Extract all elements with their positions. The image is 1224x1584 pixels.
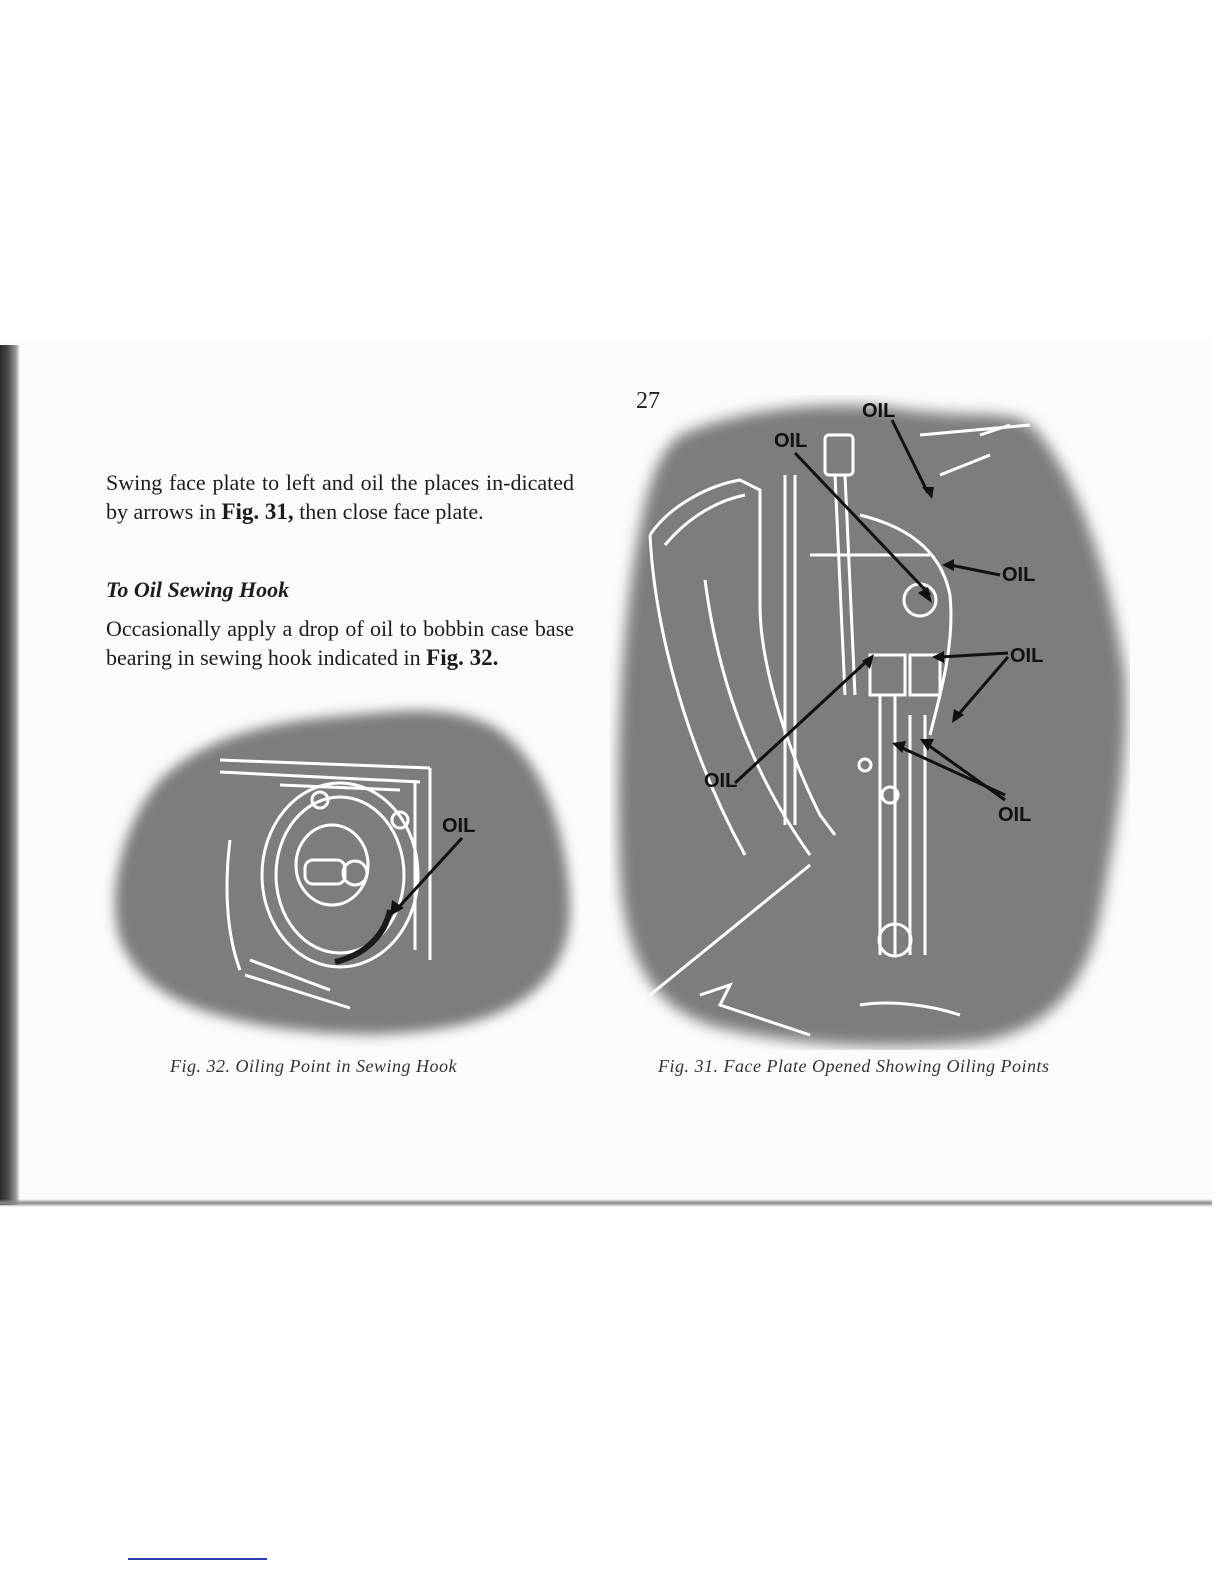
fig32-caption: Fig. 32. Oiling Point in Sewing Hook [170, 1056, 457, 1076]
intro-paragraph [106, 468, 574, 526]
fig32-oil-label: OIL [442, 815, 476, 837]
fig31-oil-label-right-middle: OIL [1010, 645, 1044, 667]
hook-text-part1: Occasionally apply a drop of oil to bobbin case base bearing in sewing hook indicated in [106, 616, 574, 670]
intro-text-part1: Swing face plate to left and oil the places in-dicated by arrows in [106, 470, 574, 524]
fig31-oil-label-lower-right: OIL [998, 804, 1032, 826]
fig31-reference: Fig. 31, [221, 499, 294, 524]
fig31-face-plate-illustration [610, 395, 1130, 1050]
fig31-oil-label-upper-left: OIL [774, 430, 808, 452]
fig32-sewing-hook-illustration [100, 690, 580, 1050]
intro-text-part2: then close face plate. [293, 499, 484, 524]
fig31-gray-backdrop [618, 405, 1126, 1046]
page-number: 27 [636, 388, 660, 414]
fig31-oil-label-lower-left: OIL [704, 770, 738, 792]
binding-edge [0, 345, 20, 1205]
fig31-oil-label-right-upper: OIL [1002, 564, 1036, 586]
page-bottom-edge [0, 1199, 1212, 1207]
fig31-caption: Fig. 31. Face Plate Opened Showing Oiling Points [658, 1056, 1050, 1076]
bottom-blue-line [128, 1558, 267, 1560]
sewing-hook-paragraph [106, 614, 574, 672]
fig32-reference: Fig. 32. [426, 645, 499, 670]
section-heading: To Oil Sewing Hook [106, 577, 290, 602]
fig31-oil-label-top: OIL [862, 400, 896, 422]
